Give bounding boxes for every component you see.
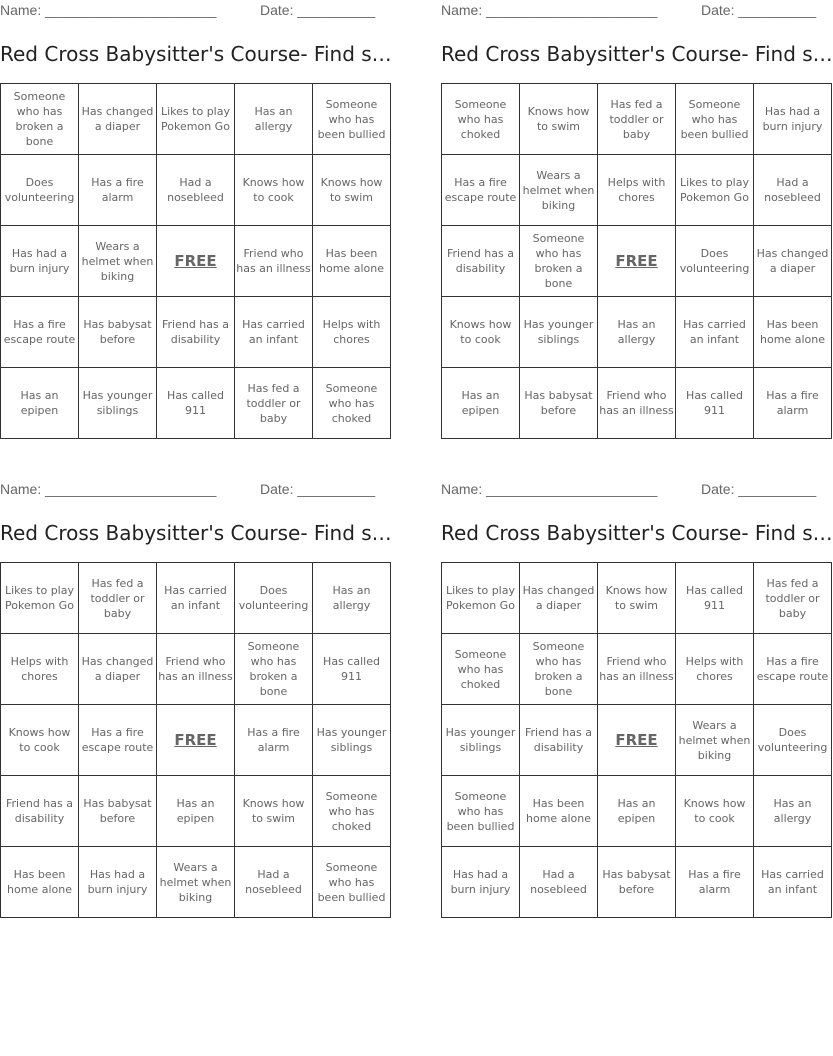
bingo-cell: Knows how to cook: [235, 155, 313, 226]
name-date-line: [0, 0, 375, 20]
bingo-cell: Has fed a toddler or baby: [754, 563, 832, 634]
bingo-cell: Has carried an infant: [754, 847, 832, 918]
grid-row: [442, 297, 832, 368]
grid-row: [1, 776, 391, 847]
bingo-cell: Has had a burn injury: [442, 847, 520, 918]
bingo-cell: Has fed a toddler or baby: [79, 563, 157, 634]
bingo-cell: Has had a burn injury: [1, 226, 79, 297]
card-title: Red Cross Babysitter's Course- Find s…: [441, 521, 833, 545]
bingo-cell: Has an allergy: [313, 563, 391, 634]
bingo-cell: Has a fire escape route: [79, 705, 157, 776]
free-space: FREE: [598, 226, 676, 297]
bingo-cell: Has younger siblings: [520, 297, 598, 368]
grid-row: [1, 634, 391, 705]
bingo-cell: Has a fire escape route: [1, 297, 79, 368]
bingo-cell: Has an epipen: [157, 776, 235, 847]
grid-row: [1, 155, 391, 226]
grid-row: [442, 634, 832, 705]
bingo-cell: Has an epipen: [598, 776, 676, 847]
grid-row: [1, 84, 391, 155]
bingo-cell: Has babysat before: [79, 776, 157, 847]
bingo-cell: Has carried an infant: [235, 297, 313, 368]
bingo-cell: Has carried an infant: [676, 297, 754, 368]
bingo-cell: Friend who has an illness: [598, 634, 676, 705]
bingo-cell: Knows how to swim: [313, 155, 391, 226]
bingo-cell: Has a fire escape route: [754, 634, 832, 705]
bingo-cell: Friend has a disability: [157, 297, 235, 368]
grid-row: [442, 155, 832, 226]
bingo-cell: Someone who has choked: [442, 634, 520, 705]
bingo-cell: Likes to play Pokemon Go: [676, 155, 754, 226]
bingo-cell: Knows how to cook: [676, 776, 754, 847]
bingo-cell: Friend has a disability: [1, 776, 79, 847]
bingo-cell: Had a nosebleed: [520, 847, 598, 918]
bingo-cell: Helps with chores: [313, 297, 391, 368]
card-title: Red Cross Babysitter's Course- Find s…: [0, 521, 392, 545]
name-date-line: [0, 479, 375, 499]
bingo-cell: Has a fire alarm: [676, 847, 754, 918]
bingo-cell: Has babysat before: [79, 297, 157, 368]
card-title: Red Cross Babysitter's Course- Find s…: [441, 42, 833, 66]
bingo-cell: Has changed a diaper: [79, 634, 157, 705]
bingo-cell: Likes to play Pokemon Go: [157, 84, 235, 155]
bingo-cell: Friend who has an illness: [598, 368, 676, 439]
bingo-cell: Has younger siblings: [442, 705, 520, 776]
bingo-cell: Does volunteering: [754, 705, 832, 776]
grid-row: [1, 297, 391, 368]
card-title: Red Cross Babysitter's Course- Find s…: [0, 42, 392, 66]
bingo-cell: Someone who has broken a bone: [520, 634, 598, 705]
bingo-cell: Has younger siblings: [313, 705, 391, 776]
bingo-cell: Friend who has an illness: [157, 634, 235, 705]
date-field-label: Date: __________: [701, 481, 817, 497]
grid-row: [1, 563, 391, 634]
bingo-cell: Someone who has choked: [442, 84, 520, 155]
bingo-cell: Has been home alone: [520, 776, 598, 847]
bingo-cell: Wears a helmet when biking: [520, 155, 598, 226]
bingo-cell: Friend has a disability: [442, 226, 520, 297]
bingo-cell: Helps with chores: [598, 155, 676, 226]
grid-row: [1, 368, 391, 439]
bingo-grid: [441, 83, 832, 439]
name-field-label: Name: ______________________: [441, 2, 658, 18]
bingo-cell: Has had a burn injury: [79, 847, 157, 918]
bingo-cell: Has had a burn injury: [754, 84, 832, 155]
bingo-cell: Helps with chores: [676, 634, 754, 705]
bingo-cell: Wears a helmet when biking: [157, 847, 235, 918]
bingo-cell: Has younger siblings: [79, 368, 157, 439]
bingo-cell: Has babysat before: [520, 368, 598, 439]
bingo-cell: Knows how to swim: [235, 776, 313, 847]
bingo-cell: Someone who has broken a bone: [235, 634, 313, 705]
grid-row: [442, 226, 832, 297]
date-field-label: Date: __________: [260, 481, 376, 497]
bingo-cell: Someone who has been bullied: [676, 84, 754, 155]
bingo-cell: Has babysat before: [598, 847, 676, 918]
name-field-label: Name: ______________________: [0, 2, 217, 18]
bingo-cell: Has changed a diaper: [79, 84, 157, 155]
bingo-cell: Someone who has been bullied: [313, 84, 391, 155]
bingo-cell: Likes to play Pokemon Go: [442, 563, 520, 634]
name-field-label: Name: ______________________: [0, 481, 217, 497]
bingo-cell: Had a nosebleed: [157, 155, 235, 226]
date-field-label: Date: __________: [701, 2, 817, 18]
bingo-cell: Had a nosebleed: [754, 155, 832, 226]
bingo-cell: Someone who has choked: [313, 776, 391, 847]
bingo-cell: Has fed a toddler or baby: [235, 368, 313, 439]
bingo-cell: Has an allergy: [235, 84, 313, 155]
name-date-line: [441, 0, 816, 20]
bingo-cell: Knows how to cook: [442, 297, 520, 368]
bingo-cell: Has called 911: [157, 368, 235, 439]
grid-row: [1, 847, 391, 918]
bingo-cell: Someone who has broken a bone: [520, 226, 598, 297]
bingo-cell: Had a nosebleed: [235, 847, 313, 918]
bingo-cell: Helps with chores: [1, 634, 79, 705]
bingo-cell: Knows how to swim: [598, 563, 676, 634]
bingo-cell: Has called 911: [676, 368, 754, 439]
bingo-cell: Wears a helmet when biking: [676, 705, 754, 776]
bingo-cell: Has an epipen: [442, 368, 520, 439]
grid-row: [442, 847, 832, 918]
date-field-label: Date: __________: [260, 2, 376, 18]
bingo-cell: Someone who has been bullied: [442, 776, 520, 847]
bingo-cell: Likes to play Pokemon Go: [1, 563, 79, 634]
bingo-cell: Someone who has broken a bone: [1, 84, 79, 155]
bingo-cell: Has been home alone: [1, 847, 79, 918]
bingo-cell: Someone who has choked: [313, 368, 391, 439]
bingo-cell: Wears a helmet when biking: [79, 226, 157, 297]
bingo-cell: Has an epipen: [1, 368, 79, 439]
grid-row: [1, 705, 391, 776]
bingo-cell: Has fed a toddler or baby: [598, 84, 676, 155]
free-space: FREE: [157, 705, 235, 776]
bingo-cell: Does volunteering: [676, 226, 754, 297]
bingo-cell: Knows how to cook: [1, 705, 79, 776]
grid-row: [442, 368, 832, 439]
free-space: FREE: [598, 705, 676, 776]
free-space: FREE: [157, 226, 235, 297]
bingo-cell: Has a fire alarm: [754, 368, 832, 439]
bingo-cell: Has been home alone: [754, 297, 832, 368]
bingo-grid: [0, 562, 391, 918]
bingo-grid: [441, 562, 832, 918]
bingo-cell: Has been home alone: [313, 226, 391, 297]
bingo-cell: Someone who has been bullied: [313, 847, 391, 918]
bingo-cell: Has changed a diaper: [754, 226, 832, 297]
bingo-cell: Friend has a disability: [520, 705, 598, 776]
bingo-cell: Has called 911: [676, 563, 754, 634]
bingo-cell: Has changed a diaper: [520, 563, 598, 634]
grid-row: [1, 226, 391, 297]
grid-row: [442, 563, 832, 634]
bingo-cell: Does volunteering: [1, 155, 79, 226]
bingo-cell: Has called 911: [313, 634, 391, 705]
bingo-cell: Has an allergy: [598, 297, 676, 368]
grid-row: [442, 84, 832, 155]
bingo-cell: Has an allergy: [754, 776, 832, 847]
name-field-label: Name: ______________________: [441, 481, 658, 497]
bingo-cell: Has carried an infant: [157, 563, 235, 634]
bingo-cell: Knows how to swim: [520, 84, 598, 155]
bingo-cell: Has a fire alarm: [235, 705, 313, 776]
grid-row: [442, 705, 832, 776]
bingo-cell: Has a fire escape route: [442, 155, 520, 226]
name-date-line: [441, 479, 816, 499]
grid-row: [442, 776, 832, 847]
bingo-cell: Does volunteering: [235, 563, 313, 634]
bingo-cell: Friend who has an illness: [235, 226, 313, 297]
bingo-cell: Has a fire alarm: [79, 155, 157, 226]
bingo-grid: [0, 83, 391, 439]
